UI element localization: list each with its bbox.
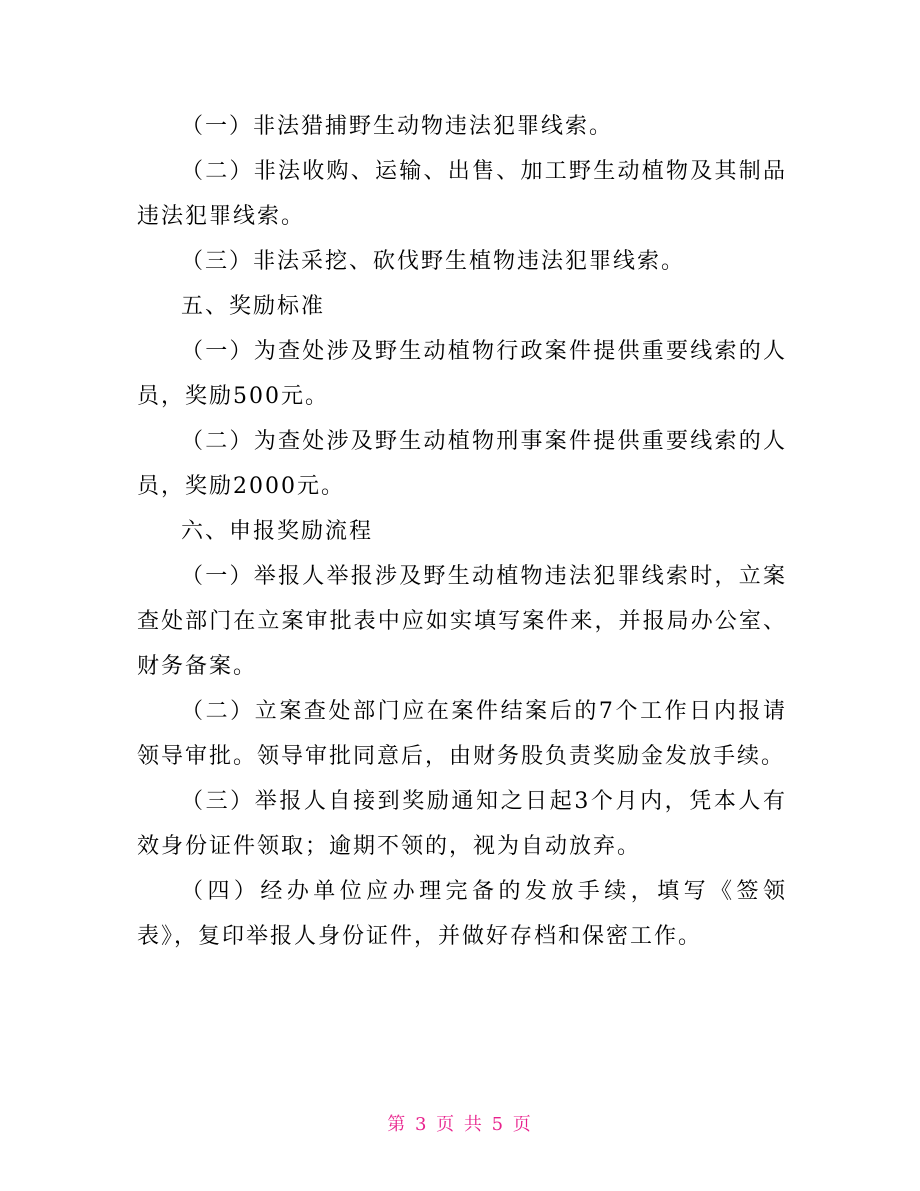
paragraph: （一）为查处涉及野生动植物行政案件提供重要线索的人员，奖励500元。 [137, 339, 787, 409]
paragraph: （一）非法猎捕野生动物违法犯罪线索。 [181, 114, 614, 139]
document-body [137, 104, 787, 959]
paragraph: （三）非法采挖、砍伐野生植物违法犯罪线索。 [181, 249, 686, 274]
paragraph: （四）经办单位应办理完备的发放手续，填写《签领表》，复印举报人身份证件，并做好存档和保密工作。 [137, 879, 787, 949]
section-heading: 五、奖励标准 [181, 294, 326, 319]
paragraph: （二）非法收购、运输、出售、加工野生动植物及其制品违法犯罪线索。 [137, 159, 787, 229]
paragraph: （三）举报人自接到奖励通知之日起3个月内，凭本人有效身份证件领取；逾期不领的，视为自动放弃。 [137, 789, 787, 859]
page-number-footer: 第 3 页 共 5 页 [387, 1114, 533, 1135]
paragraph: （一）举报人举报涉及野生动植物违法犯罪线索时，立案查处部门在立案审批表中应如实填写案件来，并报局办公室、财务备案。 [137, 564, 787, 679]
paragraph: （二）立案查处部门应在案件结案后的7个工作日内报请领导审批。领导审批同意后，由财务股负责奖励金发放手续。 [137, 699, 787, 769]
section-heading: 六、申报奖励流程 [181, 519, 374, 544]
paragraph: （二）为查处涉及野生动植物刑事案件提供重要线索的人员，奖励2000元。 [137, 429, 787, 499]
